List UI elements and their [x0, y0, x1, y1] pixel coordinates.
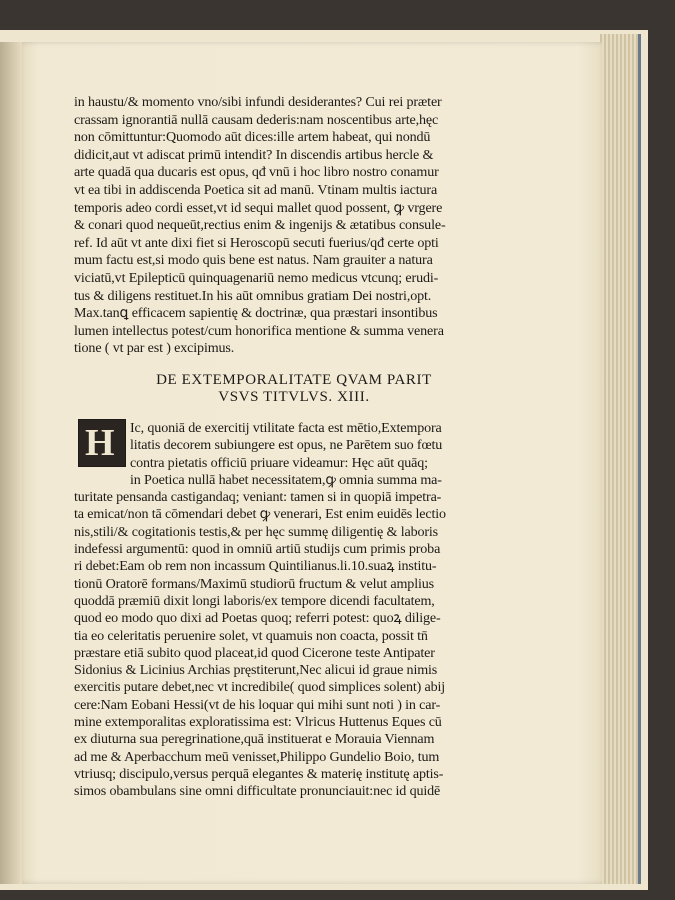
text-line: tione ( vt par est ) excipimus.: [74, 340, 235, 357]
heading-line-2: VSVS TITVLVS. XIII.: [218, 389, 370, 405]
text-line: Sidonius & Licinius Archias pręstiterunt,Nec alicui id graue nimis: [74, 662, 438, 679]
page-edges: [600, 34, 641, 884]
text-line: ref. Id aūt vt ante dixi fiet si Heroscopū secuti fuerius/qđ certe opti: [74, 234, 439, 251]
text-line: temporis adeo cordi esset,vt id sequi mallet quod possent, ꝙ vrgere: [74, 199, 443, 216]
text-line: cere:Nam Eobani Hessi(vt de his loquar qui mihi sunt noti ) in car-: [74, 696, 441, 713]
text-line: crassam ignorantiā nullā causam dederis:nam noscentibus arte,hęc: [74, 111, 439, 128]
chapter-heading: [74, 372, 514, 406]
text-line: contra pietatis officiū priuare videamur: Hęc aūt quāq;: [130, 454, 428, 471]
text-line: quoddā præmiū dixit longi laboris/ex tempore dicendi facultatem,: [74, 592, 435, 609]
text-line: præstare etiā subito quod placeat,id quod Cicerone teste Antipater: [74, 644, 435, 661]
heading-line-1: DE EXTEMPORALITATE QVAM PARIT: [156, 372, 432, 388]
text-line: & conari quod nequeūt,rectius enim & ingenijs & ætatibus consule-: [74, 217, 446, 234]
text-line: lumen intellectus potest/cum honorifica mentione & summa venera: [74, 322, 444, 339]
text-line: simos obambulans sine omni difficultate pronunciauit:nec id quidē: [74, 783, 441, 800]
text-line: in haustu/& momento vno/sibi infundi desiderantes? Cui rei præter: [74, 94, 442, 110]
text-line: Max.tanꝗ efficacem sapientię & doctrinæ, qua præstari insontibus: [74, 305, 438, 322]
text-line: in Poetica nullā habet necessitatem,ꝙ omnia summa ma-: [130, 471, 442, 488]
text-line: viciatū,vt Epilepticū quinquagenariū nemo medicus vtcunq; erudi-: [74, 269, 439, 286]
text-line: didicit,aut vt adiscat primū intendit? In discendis artibus hercle &: [74, 146, 434, 163]
body-text: [74, 94, 512, 358]
text-line: mum factu est,si modo quis bene est natus. Nam grauiter a natura: [74, 252, 433, 269]
text-line: indefessi argumentū: quod in omniū artiū studijs cum primis proba: [74, 541, 441, 558]
text-line: tia eo celeritatis peruenire solet, vt quamuis non coacta, possit tn̄: [74, 627, 428, 644]
text-line: quod eo modo quo dixi ad Poetas quoq; referri potest: quoꝝ dilige-: [74, 610, 441, 627]
text-line: ex diuturna sua peregrinatione,quā instituerat e Morauia Viennam: [74, 731, 435, 748]
text-line: nis,stili/& cogitationis testis,& per hęc summę diligentię & laboris: [74, 523, 439, 540]
chapter-text: [74, 420, 512, 801]
text-line: turitate pensanda castigandaq; veniant: tamen si in quopiā impetra-: [74, 489, 442, 506]
text-line: ta emicat/non tā cōmendari debet ꝙ venerari, Est enim euidēs lectio: [74, 506, 446, 523]
text-line: vtriusq; discipulo,versus perquā elegantes & materię institutę aptis-: [74, 765, 444, 782]
text-line: ad me & Aperbacchum meū venisset,Philippo Gundelio Boio, tum: [74, 748, 440, 765]
text-line: litatis decorem subiungere est opus, ne Parētem suo fœtu: [130, 437, 443, 454]
text-line: mine extemporalitas exploratissima est: Vlricus Huttenus Eques cū: [74, 714, 442, 731]
gutter-shadow: [0, 42, 22, 884]
text-line: tus & diligens restituet.In his aūt omnibus gratiam Dei nostri,opt.: [74, 287, 432, 304]
text-line: tionū Oratorē formans/Maximū studiorū fructum & velut amplius: [74, 575, 434, 592]
text-line: vt ea tibi in addiscenda Poetica sit ad manū. Vtinam multis iactura: [74, 181, 438, 198]
text-line: ri debet:Eam ob rem non incassum Quintilianus.li.10.suaꝝ institu-: [74, 558, 437, 575]
text-line: arte quadā qua ducaris est opus, qđ vnū i hoc libro nostro conamur: [74, 164, 439, 181]
text-line: exercitis putare debet,nec vt incredibile( quod simplices solent) abij: [74, 679, 446, 696]
text-line: non cōmittuntur:Quomodo aūt dices:ille artem habeat, qui nondū: [74, 129, 431, 146]
text-line: Ic, quoniā de exercitij vtilitate facta est mētio,Extempora: [130, 420, 442, 436]
initial-letter: H: [85, 422, 115, 464]
